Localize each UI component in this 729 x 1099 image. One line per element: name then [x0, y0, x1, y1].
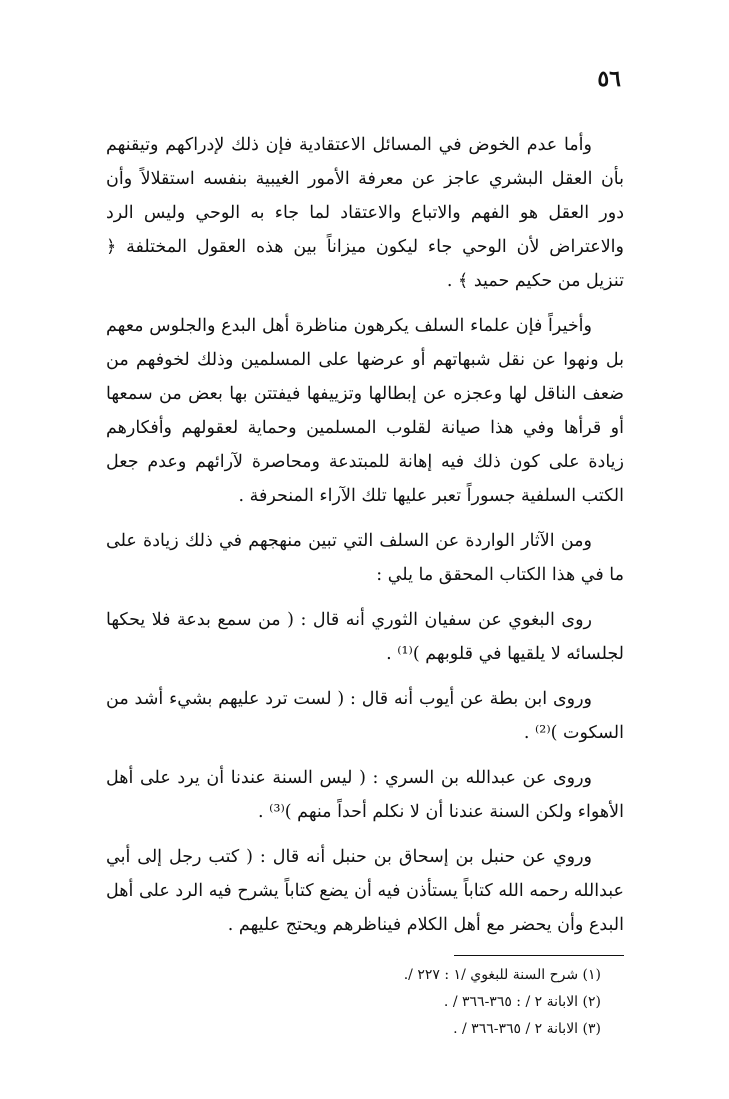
paragraph-baghawi-narration: روى البغوي عن سفيان الثوري أنه قال : ( من سمع بدعة فلا يحكها لجلسائه لا يلقيها في قلوبهم )⁽¹⁾ .: [106, 610, 624, 664]
paragraph-theology-reasoning: وأما عدم الخوض في المسائل الاعتقادية فإن ذلك لإدراكهم وتيقنهم بأن العقل البشري عاجز عن معرفة الأمور الغيبية بنفسه استقلالاً وأن دور العقل هو الفهم والاتباع والاعتقاد لما جاء به الوحي وليس الرد والاعتراض لأن الوحي جاء ليكون ميزاناً بين هذه العقول المختلفة ﴿ تنزيل من حكيم حميد ﴾ .: [106, 135, 624, 291]
paragraph-ibn-batta-narration: وروى ابن بطة عن أيوب أنه قال : ( لست ترد عليهم بشيء أشد من السكوت )⁽²⁾ .: [106, 689, 624, 743]
footnotes: [106, 962, 601, 1043]
paragraph-avoiding-innovators: وأخيراً فإن علماء السلف يكرهون مناظرة أهل البدع والجلوس معهم بل ونهوا عن نقل شبهاتهم أو عرضها على المسلمين وذلك لخوفهم من ضعف الناقل لها وعجزه عن إبطالها وتزييفها فيفتتن بها بعض من سمعها أو قرأها وفي هذا صيانة لقلوب المسلمين وحماية لعقولهم وأفكارهم زيادة على كون ذلك فيه إهانة للمبتدعة ومحاصرة لآرائهم وعدم جعل الكتب السلفية جسوراً تعبر عليها تلك الآراء المنحرفة .: [106, 316, 624, 506]
page-number: ٥٦: [597, 66, 621, 92]
body-text: [106, 128, 624, 953]
footnote-3: (٣) الابانة ٢ / ٣٦٥-٣٦٦ / .: [453, 1021, 601, 1037]
paragraph-salaf-narrations-intro: ومن الآثار الواردة عن السلف التي تبين منهجهم في ذلك زيادة على ما في هذا الكتاب المحقق ما يلي :: [106, 531, 624, 585]
footnote-divider: [454, 955, 624, 956]
paragraph-abdullah-narration: وروى عن عبدالله بن السري : ( ليس السنة عندنا أن يرد على أهل الأهواء ولكن السنة عندنا أن لا نكلم أحداً منهم )⁽³⁾ .: [106, 768, 624, 822]
footnote-2: (٢) الابانة ٢ / : ٣٦٥-٣٦٦ / .: [443, 994, 601, 1010]
footnote-1: (١) شرح السنة للبغوي /١ : ٢٢٧ /.: [403, 967, 601, 983]
paragraph-hanbal-narration: وروي عن حنبل بن إسحاق بن حنبل أنه قال : ( كتب رجل إلى أبي عبدالله رحمه الله كتاباً يستأذن فيه أن يضع كتاباً يشرح فيه الرد على أهل البدع وأن يحضر مع أهل الكلام فيناظرهم ويحتج عليهم .: [106, 847, 624, 935]
